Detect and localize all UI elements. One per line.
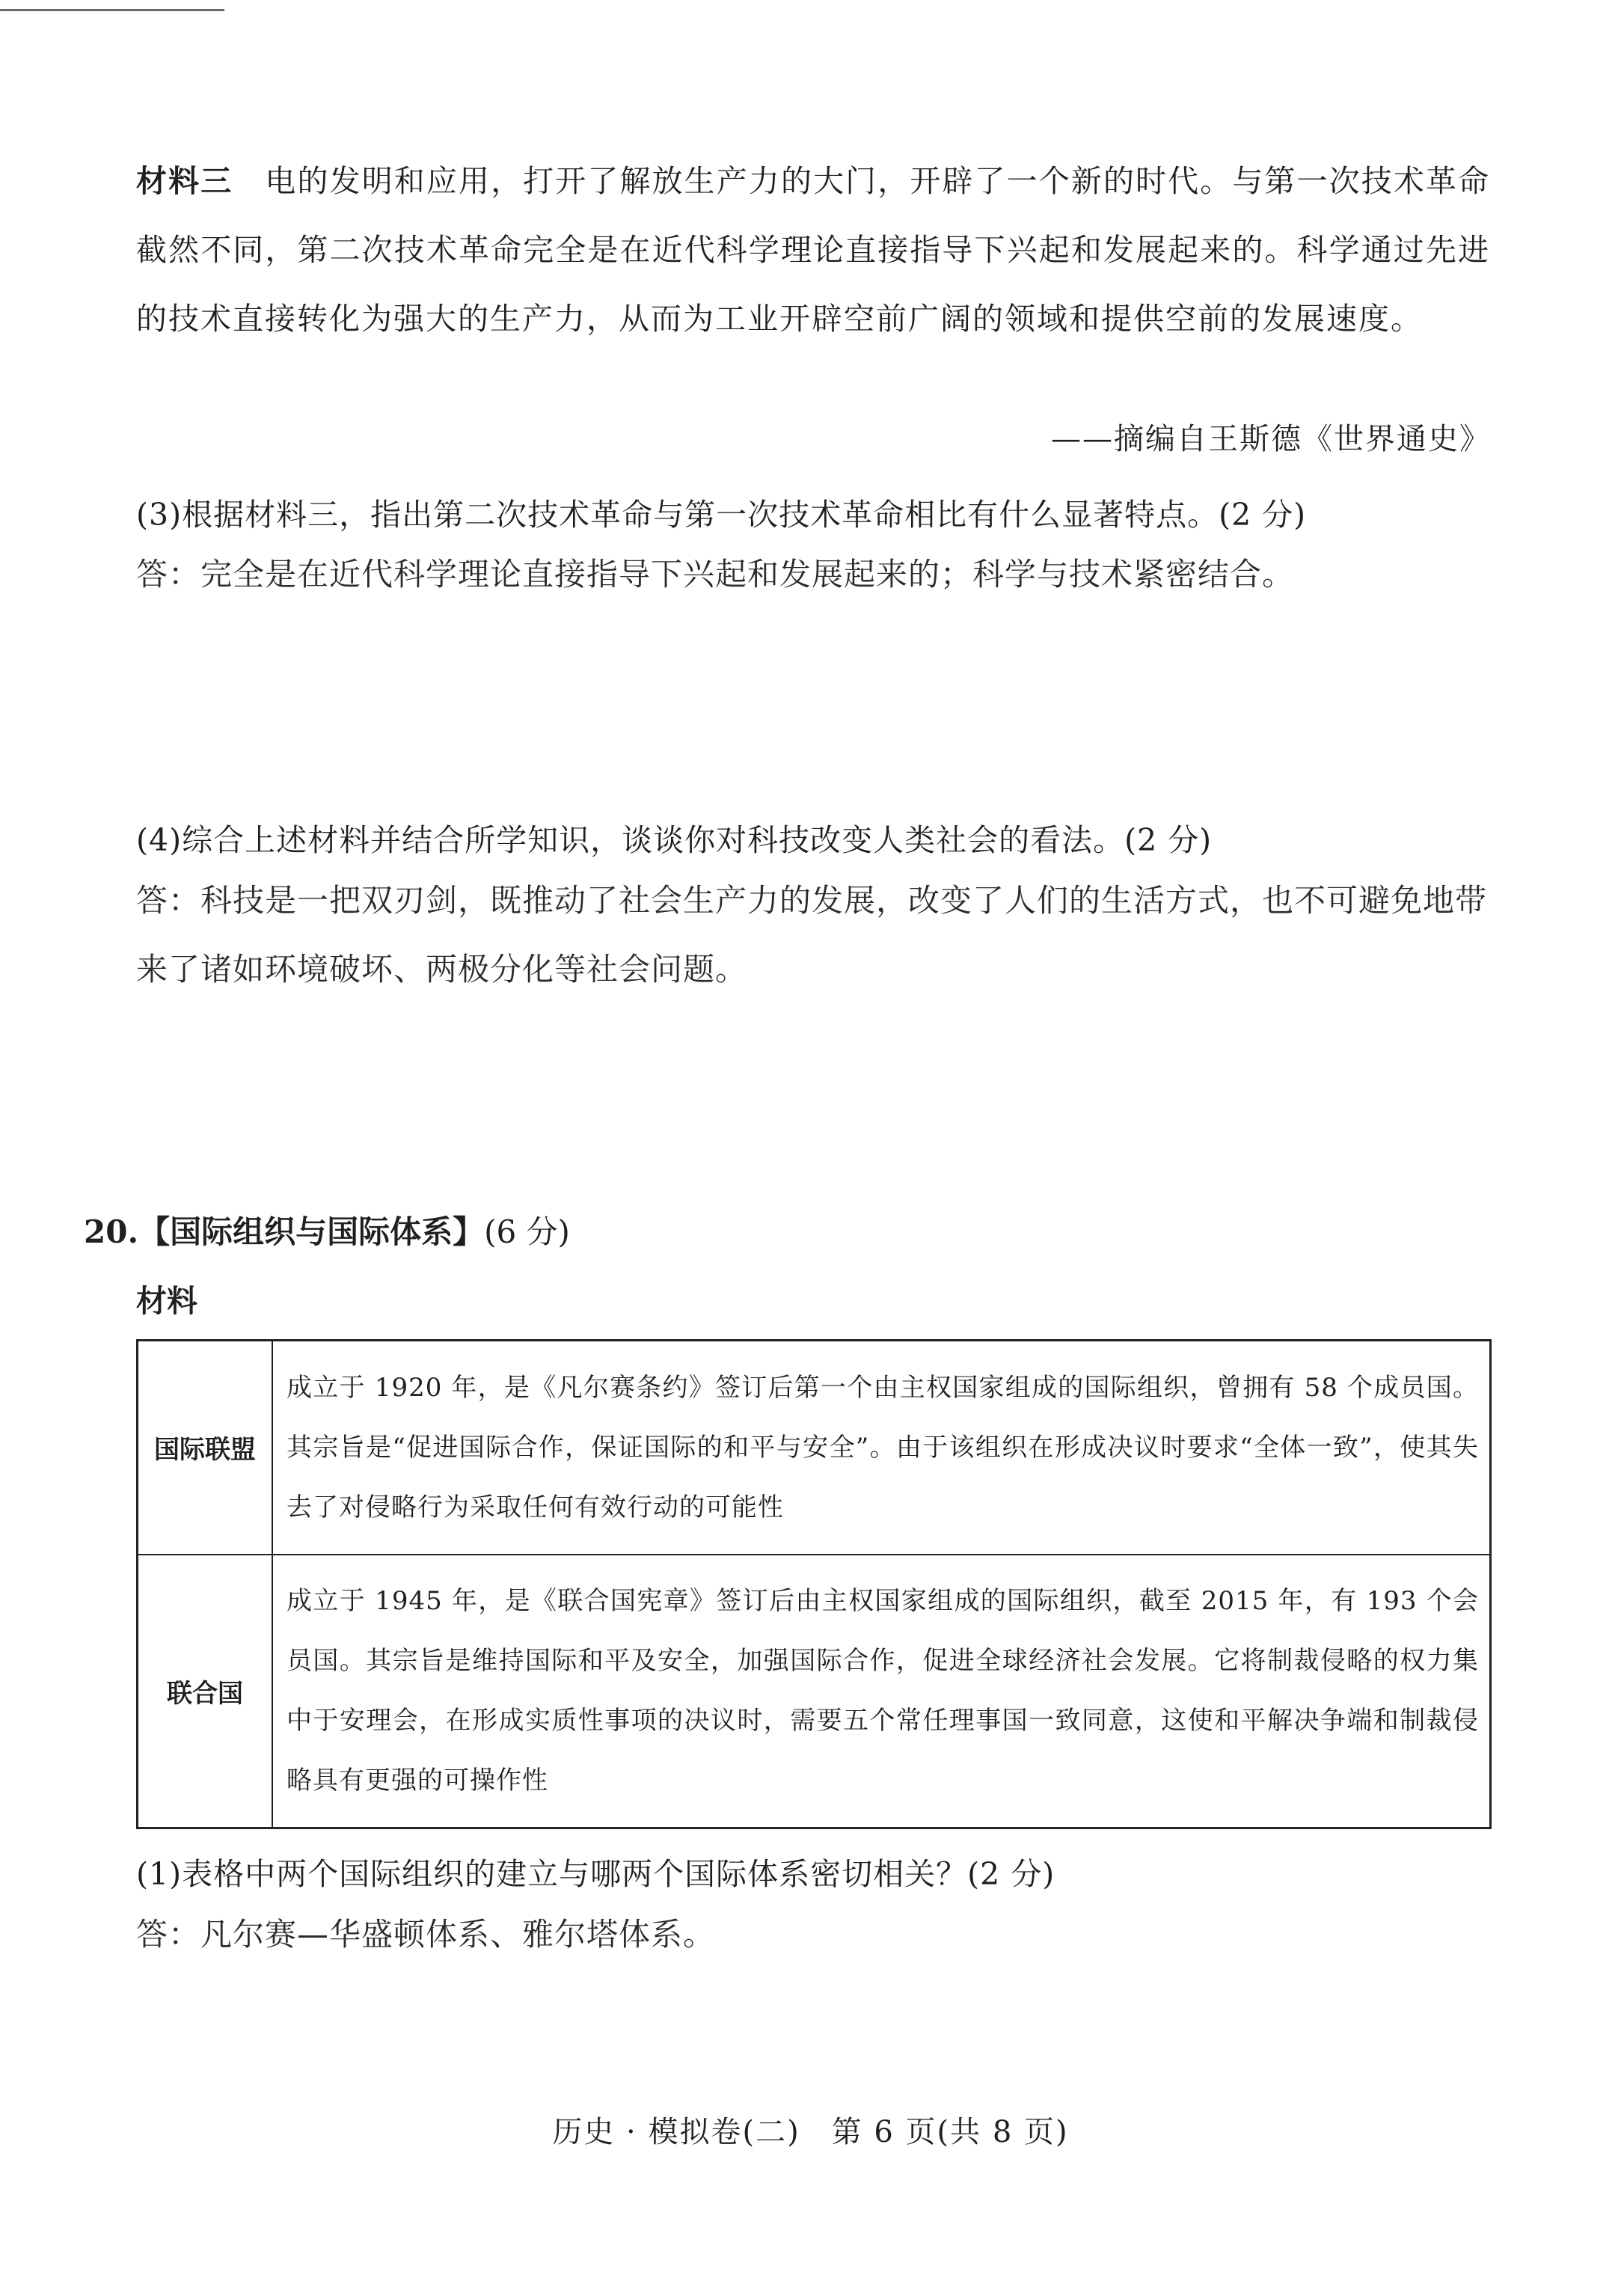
question-4: (4)综合上述材料并结合所学知识，谈谈你对科技改变人类社会的看法。(2 分)	[136, 822, 1213, 858]
answer-4: 答：科技是一把双刃剑，既推动了社会生产力的发展，改变了人们的生活方式，也不可避免地带来了诸如环境破坏、两极分化等社会问题。	[136, 882, 1488, 988]
material-table	[136, 1339, 1492, 1829]
question-3: (3)根据材料三，指出第二次技术革命与第一次技术革命相比有什么显著特点。(2 分)	[136, 497, 1307, 533]
material-three-label: 材料三	[136, 163, 233, 199]
material-three	[136, 147, 1490, 353]
question-20-number: 20.	[84, 1213, 139, 1250]
table-row	[138, 1555, 1491, 1828]
answer-20-1: 答：凡尔赛—华盛顿体系、雅尔塔体系。	[136, 1916, 716, 1953]
question-20-score: (6 分)	[484, 1213, 570, 1250]
row-header-league: 国际联盟	[138, 1341, 273, 1555]
answer-3: 答：完全是在近代科学理论直接指导下兴起和发展起来的；科学与技术紧密结合。	[136, 556, 1295, 593]
material-three-source: ——摘编自王斯德《世界通史》	[1051, 422, 1491, 456]
row-text-league: 成立于 1920 年，是《凡尔赛条约》签订后第一个由主权国家组成的国际组织，曾拥有 58 个成员国。其宗旨是“促进国际合作，保证国际的和平与安全”。由于该组织在形成决议时要求“全体一致”，使其失去了对侵略行为采取任何有效行动的可能性	[272, 1341, 1491, 1555]
material-three-text: 电的发明和应用，打开了解放生产力的大门，开辟了一个新的时代。与第一次技术革命截然不同，第二次技术革命完全是在近代科学理论直接指导下兴起和发展起来的。科学通过先进的技术直接转化为强大的生产力，从而为工业开辟空前广阔的领域和提供空前的发展速度。	[136, 163, 1491, 337]
row-text-un: 成立于 1945 年，是《联合国宪章》签订后由主权国家组成的国际组织，截至 2015 年，有 193 个会员国。其宗旨是维持国际和平及安全，加强国际合作，促进全球经济社会发展。它将制裁侵略的权力集中于安理会，在形成实质性事项的决议时，需要五个常任理事国一致同意，这使和平解决争端和制裁侵略具有更强的可操作性	[272, 1555, 1491, 1828]
material-label: 材料	[136, 1283, 197, 1319]
question-20-heading	[84, 1207, 570, 1252]
material-three-paragraph	[136, 147, 1490, 353]
row-header-un: 联合国	[138, 1555, 273, 1828]
page-footer: 历史 · 模拟卷(二) 第 6 页(共 8 页)	[552, 2115, 1069, 2149]
top-rule	[0, 9, 224, 11]
table-row	[138, 1341, 1491, 1555]
question-20-topic: 【国际组织与国际体系】	[138, 1213, 485, 1250]
question-20-1: (1)表格中两个国际组织的建立与哪两个国际体系密切相关？(2 分)	[136, 1856, 1055, 1892]
